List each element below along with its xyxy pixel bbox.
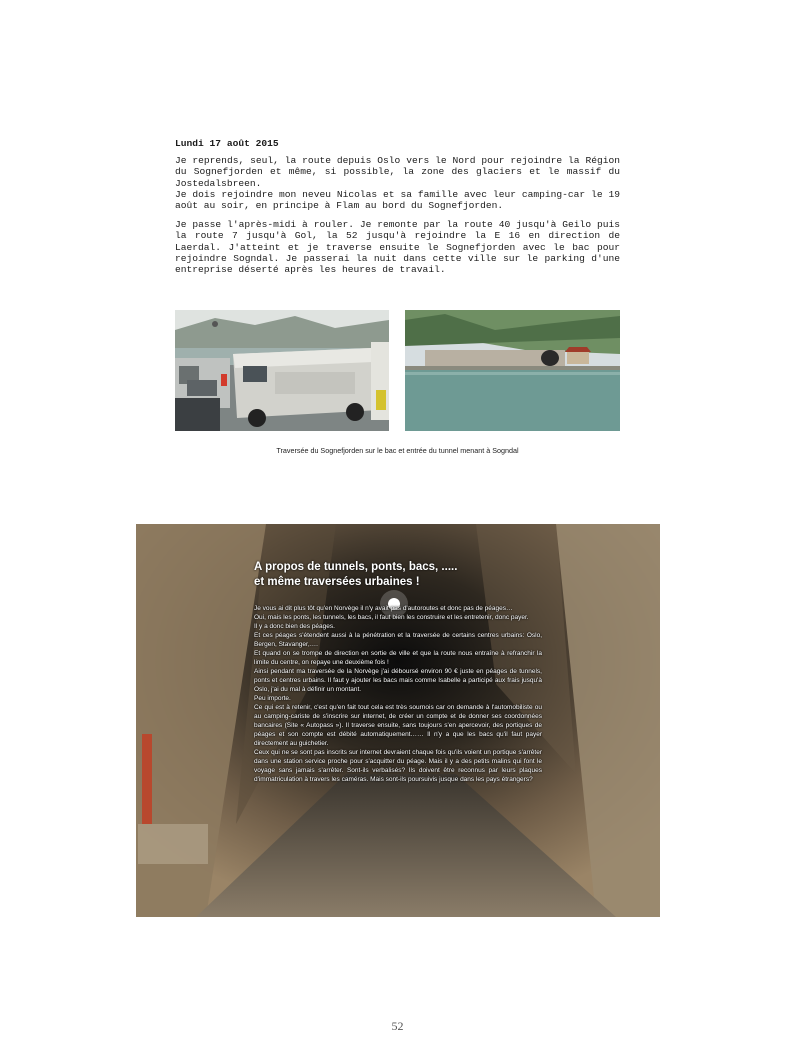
toll-info-title-line: et même traversées urbaines !: [254, 576, 420, 588]
toll-info-box: [254, 560, 542, 784]
toll-info-paragraph: Oui, mais les ponts, les tunnels, les bacs, il faut bien les construire et les entretenir, donc payer.: [254, 614, 529, 621]
ferry-photo: [175, 310, 389, 431]
toll-info-paragraph: Il y a donc bien des péages.: [254, 623, 335, 630]
ferry-photo-image: [175, 310, 389, 431]
toll-info-body: [254, 604, 542, 784]
page-number: 52: [391, 1019, 404, 1033]
toll-info-paragraph: Je vous ai dit plus tôt qu'en Norvège il n'y avait pas d'autoroutes et donc pas de péages…: [254, 605, 513, 612]
toll-info-title-line: A propos de tunnels, ponts, bacs, .....: [254, 561, 458, 573]
toll-info-paragraph: Ce qui est à retenir, c'est qu'en fait tout cela est très sournois car on demande à l'automobiliste ou au camping-cariste de s'inscrire sur internet, de créer un compte et de donner ses coordonnées bancaires (Site « Autopass »). Il traverse ensuite, sans toujours s'en apercevoir, des portiques de péages et son compte est débité automatiquement…… Il n'y a que les bacs qu'il faut payer directement au guichetier.: [254, 704, 542, 747]
toll-info-paragraph: Peu importe.: [254, 695, 291, 702]
journal-date: Lundi 17 août 2015: [175, 138, 279, 149]
fjord-tunnel-photo-image: [405, 310, 620, 431]
journal-paragraph: Je passe l'après-midi à rouler. Je remonte par la route 40 jusqu'à Geilo puis la route 7 jusqu'à Gol, la 52 jusqu'à rejoindre la E 16 en direction de Laerdal. J'atteint et je traverse ensuite le Sognefjorden avec le bac pour rejoindre Sogndal. Je passerai la nuit dans cette ville sur le parking d'une entreprise déserté après les heures de travail.: [175, 219, 620, 276]
journal-paragraph: Je reprends, seul, la route depuis Oslo vers le Nord pour rejoindre la Région du Sognefjorden et même, si possible, la zone des glaciers et le massif du Jostedalsbreen.: [175, 155, 620, 189]
toll-info-paragraph: Ceux qui ne se sont pas inscrits sur internet devraient chaque fois qu'ils voient un portique s'arrêter dans une station service proche pour s'acquitter du péage. Mais il y a des petits malins qui font le voyage sans jamais s'arrêter. Sont-ils verbalisés? Ils doivent être reconnus par leurs plaques d'immatriculation à travers les caméras. Mais sont-ils poursuivis jusque dans les pays étrangers?: [254, 749, 542, 783]
journal-entry: [175, 138, 620, 275]
photos-caption: Traversée du Sognefjorden sur le bac et entrée du tunnel menant à Sogndal: [276, 446, 519, 455]
journal-paragraph: Je dois rejoindre mon neveu Nicolas et sa famille avec leur camping-car le 19 août au soir, en principe à Flam au bord du Sognefjorden.: [175, 188, 620, 212]
toll-info-paragraph: Ainsi pendant ma traversée de la Norvège j'ai déboursé environ 90 € juste en péages de tunnels, ponts et centres urbains. Il faut y ajouter les bacs mais comme Isabelle a participé aux frais jusqu'à Oslo, j'ai du mal à définir un montant.: [254, 668, 542, 693]
fjord-tunnel-photo: [405, 310, 620, 431]
toll-info-title: [254, 560, 542, 590]
toll-info-paragraph: Et ces péages s'étendent aussi à la pénétration et la traversée de certains centres urbains: Oslo, Bergen, Stavanger,….: [254, 632, 542, 648]
toll-info-paragraph: Et quand on se trompe de direction en sortie de ville et que la route nous entraîne à refranchir la limite du centre, on repaye une deuxième fois !: [254, 650, 542, 666]
